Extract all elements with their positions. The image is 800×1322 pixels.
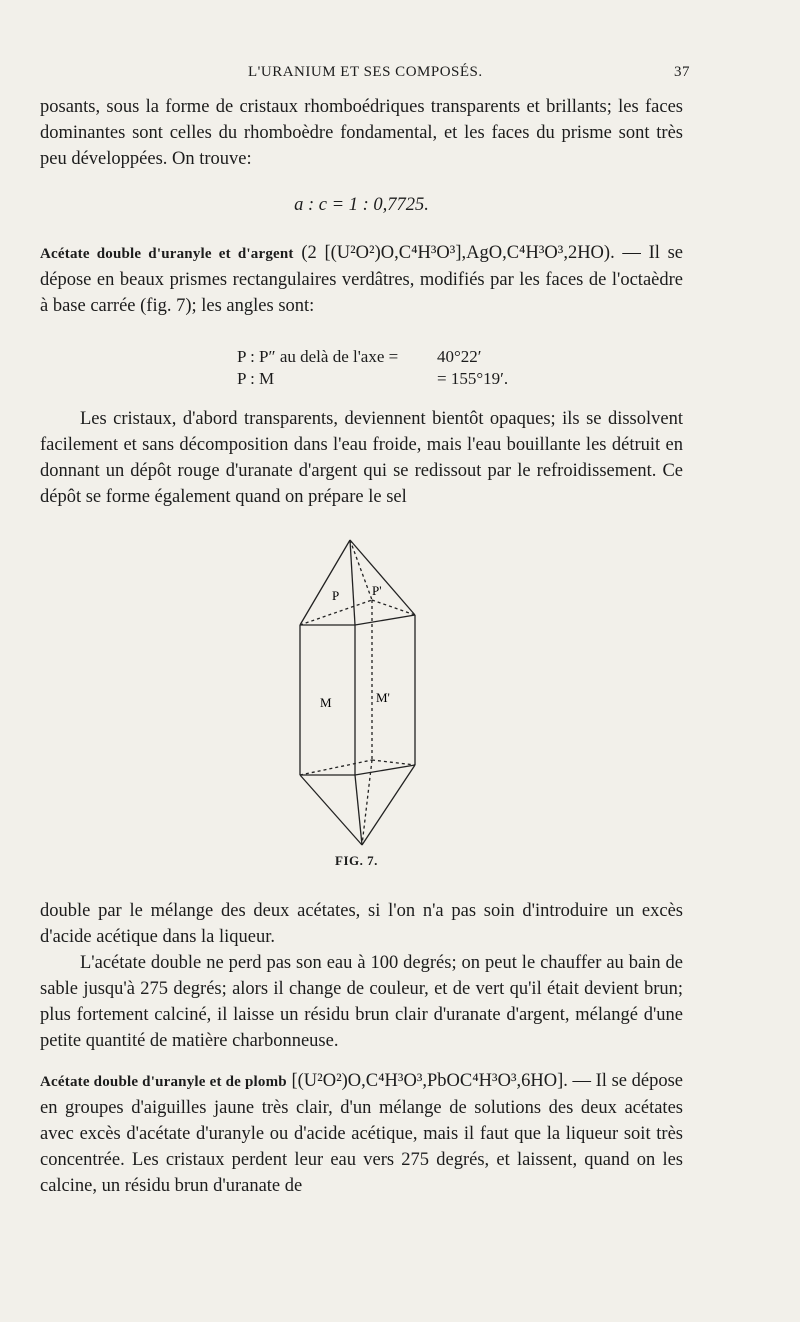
angle-row (237, 346, 508, 368)
angle-label: P : P″ au delà de l'axe = (237, 347, 399, 366)
equation: a : c = 1 : 0,7725. (294, 195, 429, 215)
angle-value: 40°22′ (437, 347, 482, 366)
label-p-prime: P' (372, 583, 382, 598)
section-silver-acetate (40, 240, 683, 319)
angle-value: = 155°19′. (437, 369, 509, 388)
paragraph-3: double par le mélange des deux acétates, si l'on n'a pas soin d'introduire un excès d'acide acétique dans la liqueur. (40, 901, 683, 947)
header-title: L'URANIUM ET SES COMPOSÉS. (248, 64, 483, 80)
section-title-lead: Acétate double d'uranyle et de plomb (40, 1074, 287, 1090)
paragraph-4: L'acétate double ne perd pas son eau à 100 degrés; on peut le chauffer au bain de sable jusqu'à 275 degrés; alors il change de couleur, et de vert qu'il était devient brun; plus fortement calciné, il laisse un résidu brun clair d'uranate d'argent, mélangé d'une petite quantité de matière charbonneuse. (40, 953, 683, 1051)
section-formula-lead: [(U²O²)O,C⁴H³O³,PbOC⁴H³O³,6HO]. (291, 1071, 568, 1091)
section-formula-silver: (2 [(U²O²)O,C⁴H³O³],AgO,C⁴H³O³,2HO). (301, 243, 615, 263)
page-number: 37 (674, 64, 690, 80)
crystal-figure (290, 535, 430, 880)
label-p: P (332, 588, 340, 603)
section-text-lead: — Il se dépose en groupes d'aiguilles jaune très clair, d'un mélange de solutions des deux acétates avec excès d'acétate d'uranyle ou d'acide acétique, mais il faut que la liqueur soit très concentrée. Les cristaux perdent leur eau vers 275 degrés, et laissent, quand on les calcine, un résidu brun d'uranate de (40, 1071, 684, 1196)
angle-row (237, 368, 508, 390)
paragraph-2: Les cristaux, d'abord transparents, deviennent bientôt opaques; ils se dissolvent facilement et sans décomposition dans l'eau froide, mais l'eau bouillante les détruit en donnant un dépôt rouge d'uranate d'argent qui se redissout par le refroidissement. Ce dépôt se forme également quand on prépare le sel (40, 409, 683, 507)
section-lead-acetate (40, 1068, 683, 1199)
angles-table (237, 346, 508, 390)
crystal-drawing (300, 540, 415, 845)
label-m: M (320, 695, 332, 710)
angle-label: P : M (237, 369, 275, 388)
label-m-prime: M' (376, 690, 390, 705)
paragraph-1: posants, sous la forme de cristaux rhomboédriques transparents et brillants; les faces dominantes sont celles du rhomboèdre fondamental, et les faces du prisme sont très peu développées. On trouve: (40, 97, 683, 169)
section-text-silver: — Il se dépose en beaux prismes rectangulaires verdâtres, modifiés par les faces de l'octaèdre à base carrée (fig. 7); les angles sont: (40, 243, 684, 316)
section-title-silver: Acétate double d'uranyle et d'argent (40, 246, 294, 262)
figure-caption: FIG. 7. (335, 853, 378, 868)
